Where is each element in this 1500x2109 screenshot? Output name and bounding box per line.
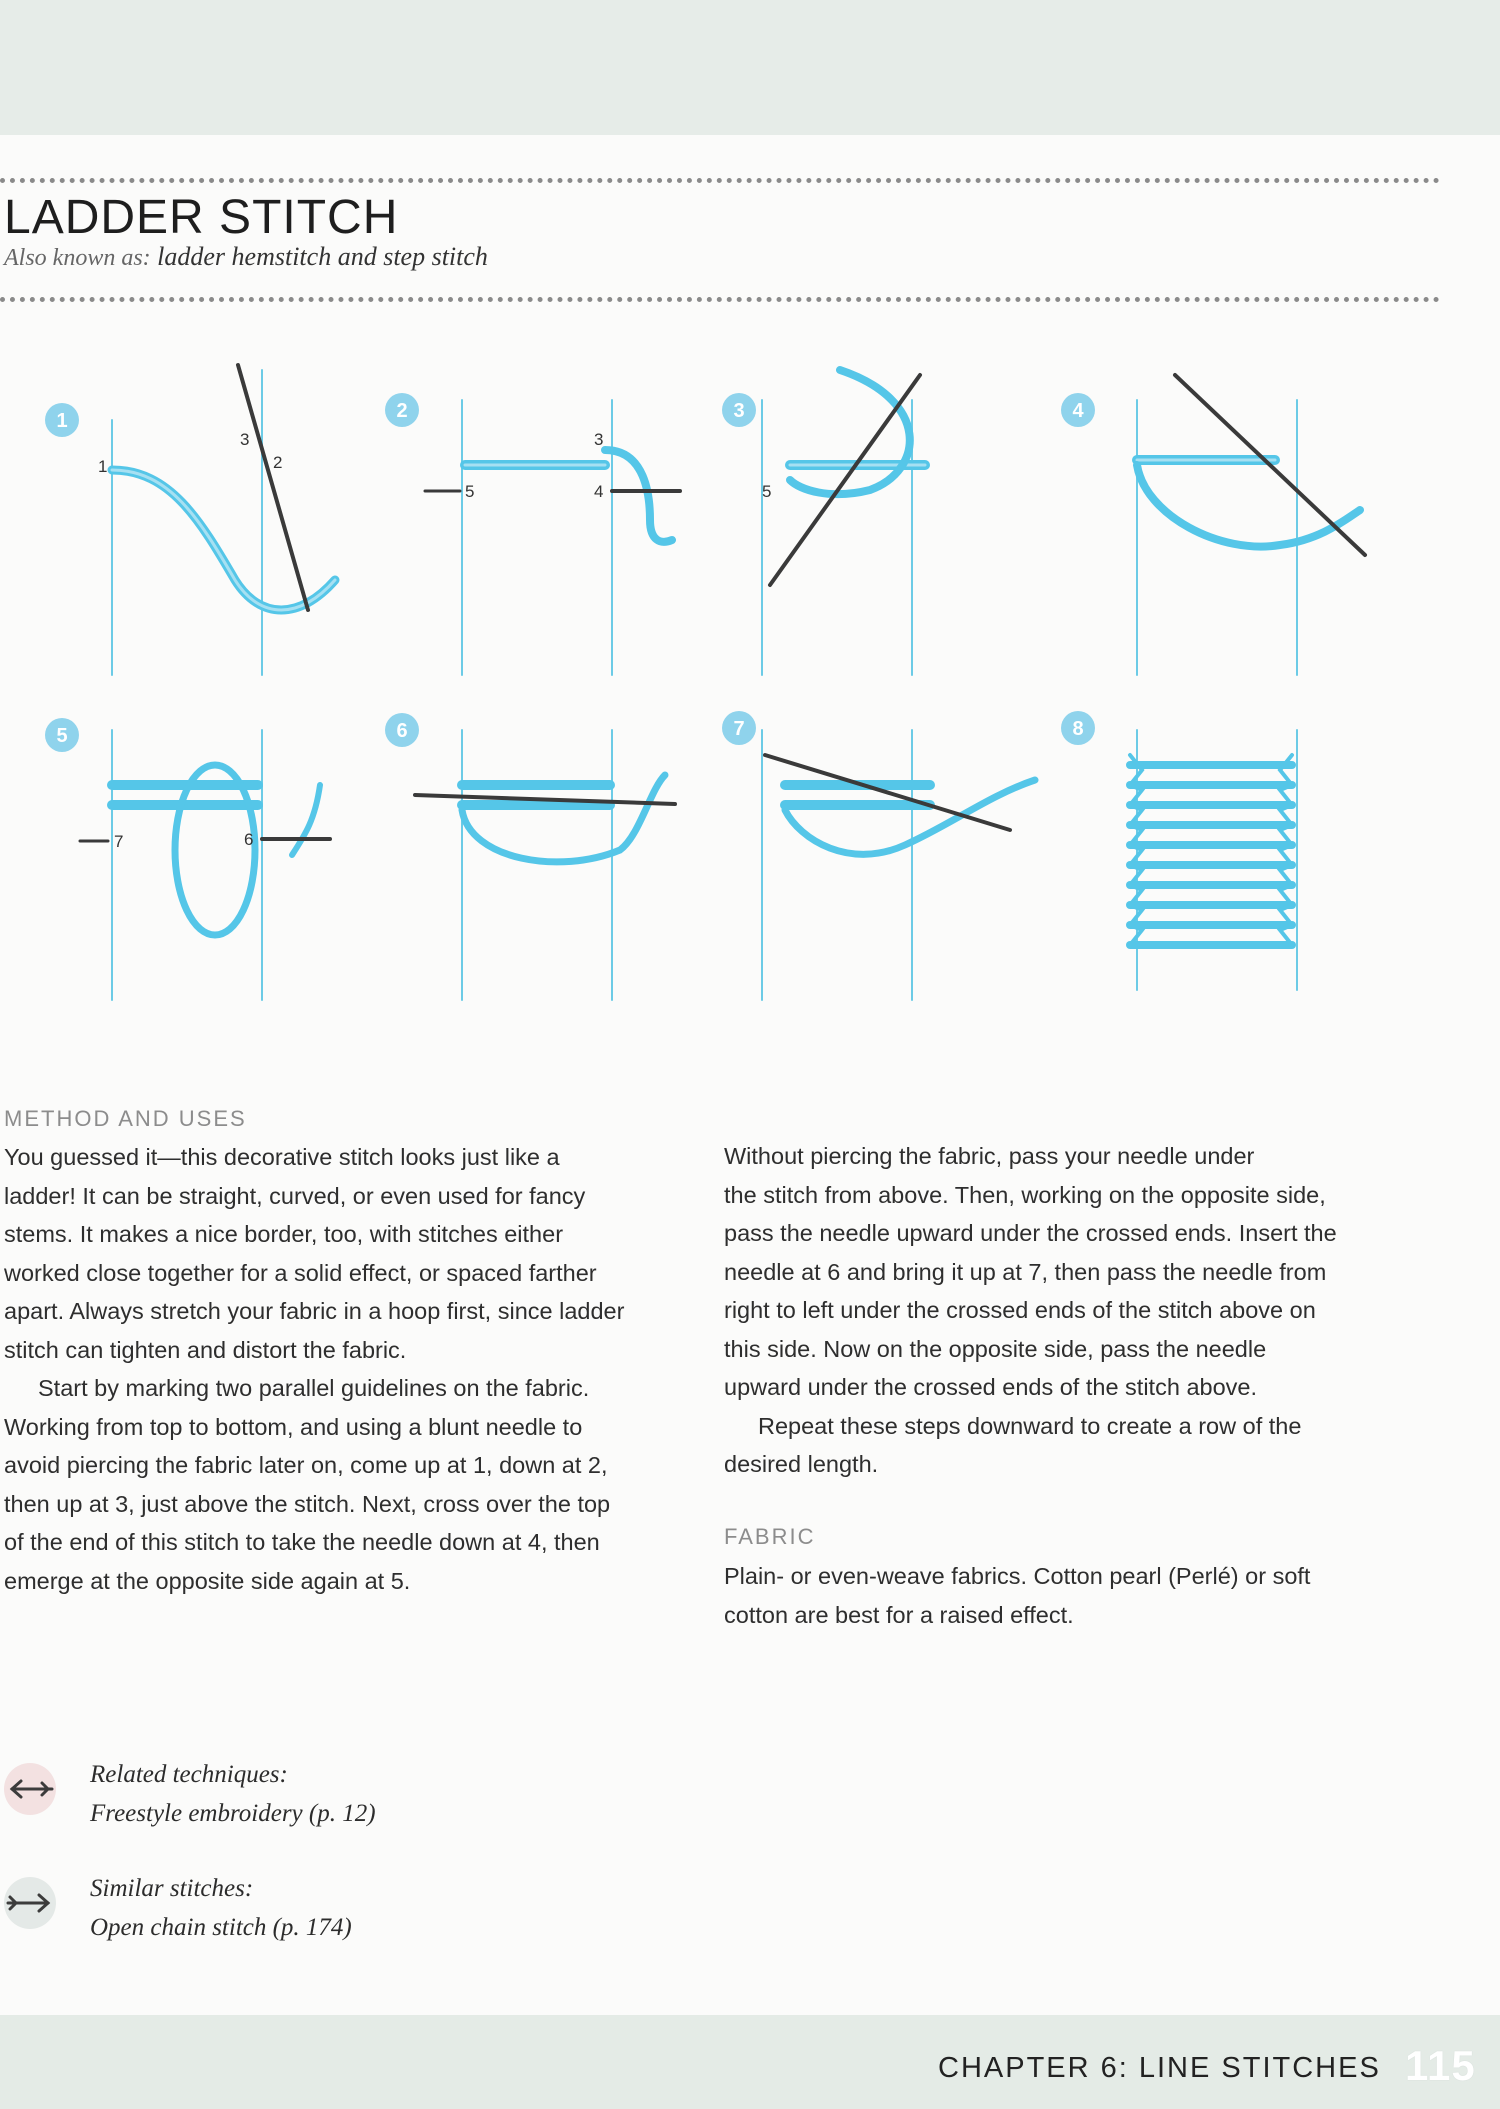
text-line: needle at 6 and bring it up at 7, then pass the needle from	[724, 1258, 1327, 1285]
step-badge-2: 2	[396, 400, 408, 422]
text-line: desired length.	[724, 1451, 879, 1477]
text-line: then up at 3, just above the stitch. Next, cross over the top	[4, 1490, 611, 1517]
point-label-3: 3	[240, 430, 250, 449]
text-line: the stitch from above. Then, working on the opposite side,	[724, 1181, 1326, 1208]
fabric-heading: FABRIC	[724, 1524, 816, 1549]
aka-label: Also known as:	[4, 245, 151, 271]
text-line: of the end of this stitch to take the needle down at 4, then	[4, 1529, 600, 1555]
method-right-column	[724, 1137, 1404, 1484]
point-label-7: 7	[114, 832, 124, 851]
point-label-2: 2	[273, 453, 283, 472]
point-label-1: 1	[98, 457, 108, 476]
page-title: LADDER STITCH	[4, 191, 399, 244]
bottom-dotted-rule	[0, 297, 1440, 302]
method-paragraph-3	[724, 1137, 1404, 1407]
text-line: Working from top to bottom, and using a blunt needle to	[4, 1413, 583, 1440]
step-badge-1: 1	[56, 410, 68, 432]
scan-top-band	[0, 0, 1500, 135]
text-line: ladder! It can be straight, curved, or even used for fancy	[4, 1182, 586, 1209]
method-paragraph-1	[4, 1138, 674, 1369]
text-line: upward under the crossed ends of the stitch above.	[724, 1374, 1257, 1400]
step-badge-4: 4	[1072, 400, 1084, 422]
similar-label: Similar stitches:	[90, 1875, 254, 1902]
text-line: apart. Always stretch your fabric in a hoop first, since ladder	[4, 1298, 625, 1324]
text-line: stitch can tighten and distort the fabric.	[4, 1336, 407, 1363]
text-line: Repeat these steps downward to create a row of the	[758, 1412, 1302, 1439]
top-dotted-rule	[0, 178, 1440, 183]
arrow-right-icon	[4, 1877, 56, 1929]
method-paragraph-4	[724, 1407, 1404, 1484]
point-label-6: 6	[244, 830, 254, 849]
similar-link[interactable]: Open chain stitch (p. 174)	[90, 1914, 352, 1941]
chapter-footer: CHAPTER 6: LINE STITCHES	[938, 2052, 1381, 2084]
step-badge-5: 5	[56, 725, 68, 747]
point-label-5b: 5	[762, 482, 772, 501]
text-line: stems. It makes a nice border, too, with stitches either	[4, 1221, 564, 1247]
text-line: avoid piercing the fabric later on, come up at 1, down at 2,	[4, 1452, 608, 1478]
stitch-diagram	[0, 330, 1440, 1050]
text-line: Start by marking two parallel guidelines on the fabric.	[38, 1375, 590, 1401]
text-line: Plain- or even-weave fabrics. Cotton pearl (Perlé) or soft	[724, 1563, 1311, 1589]
aka-value: ladder hemstitch and step stitch	[157, 242, 488, 271]
text-line: You guessed it—this decorative stitch looks just like a	[4, 1144, 560, 1170]
related-label: Related techniques:	[90, 1761, 288, 1788]
text-line: Without piercing the fabric, pass your needle under	[724, 1143, 1255, 1169]
text-line: this side. Now on the opposite side, pass the needle	[724, 1335, 1267, 1362]
point-label-3b: 3	[594, 430, 604, 449]
point-label-5: 5	[465, 482, 475, 501]
text-line: emerge at the opposite side again at 5.	[4, 1567, 411, 1594]
step-badge-7: 7	[733, 718, 745, 740]
step-badge-8: 8	[1072, 718, 1084, 740]
text-line: cotton are best for a raised effect.	[724, 1601, 1074, 1628]
fabric-text	[724, 1557, 1404, 1634]
step-badge-3: 3	[733, 400, 745, 422]
arrow-left-icon	[4, 1763, 56, 1815]
text-line: pass the needle upward under the crossed ends. Insert the	[724, 1220, 1337, 1246]
method-paragraph-2	[4, 1369, 674, 1600]
page-number: 115	[1405, 2042, 1476, 2089]
point-label-4: 4	[594, 482, 604, 501]
related-link[interactable]: Freestyle embroidery (p. 12)	[90, 1800, 376, 1827]
text-line: worked close together for a solid effect, or spaced farther	[4, 1259, 597, 1286]
method-heading: METHOD AND USES	[4, 1106, 247, 1131]
step-badge-6: 6	[396, 720, 408, 742]
text-line: right to left under the crossed ends of the stitch above on	[724, 1297, 1316, 1323]
method-left-column	[4, 1100, 674, 1600]
also-known-as	[4, 242, 488, 272]
